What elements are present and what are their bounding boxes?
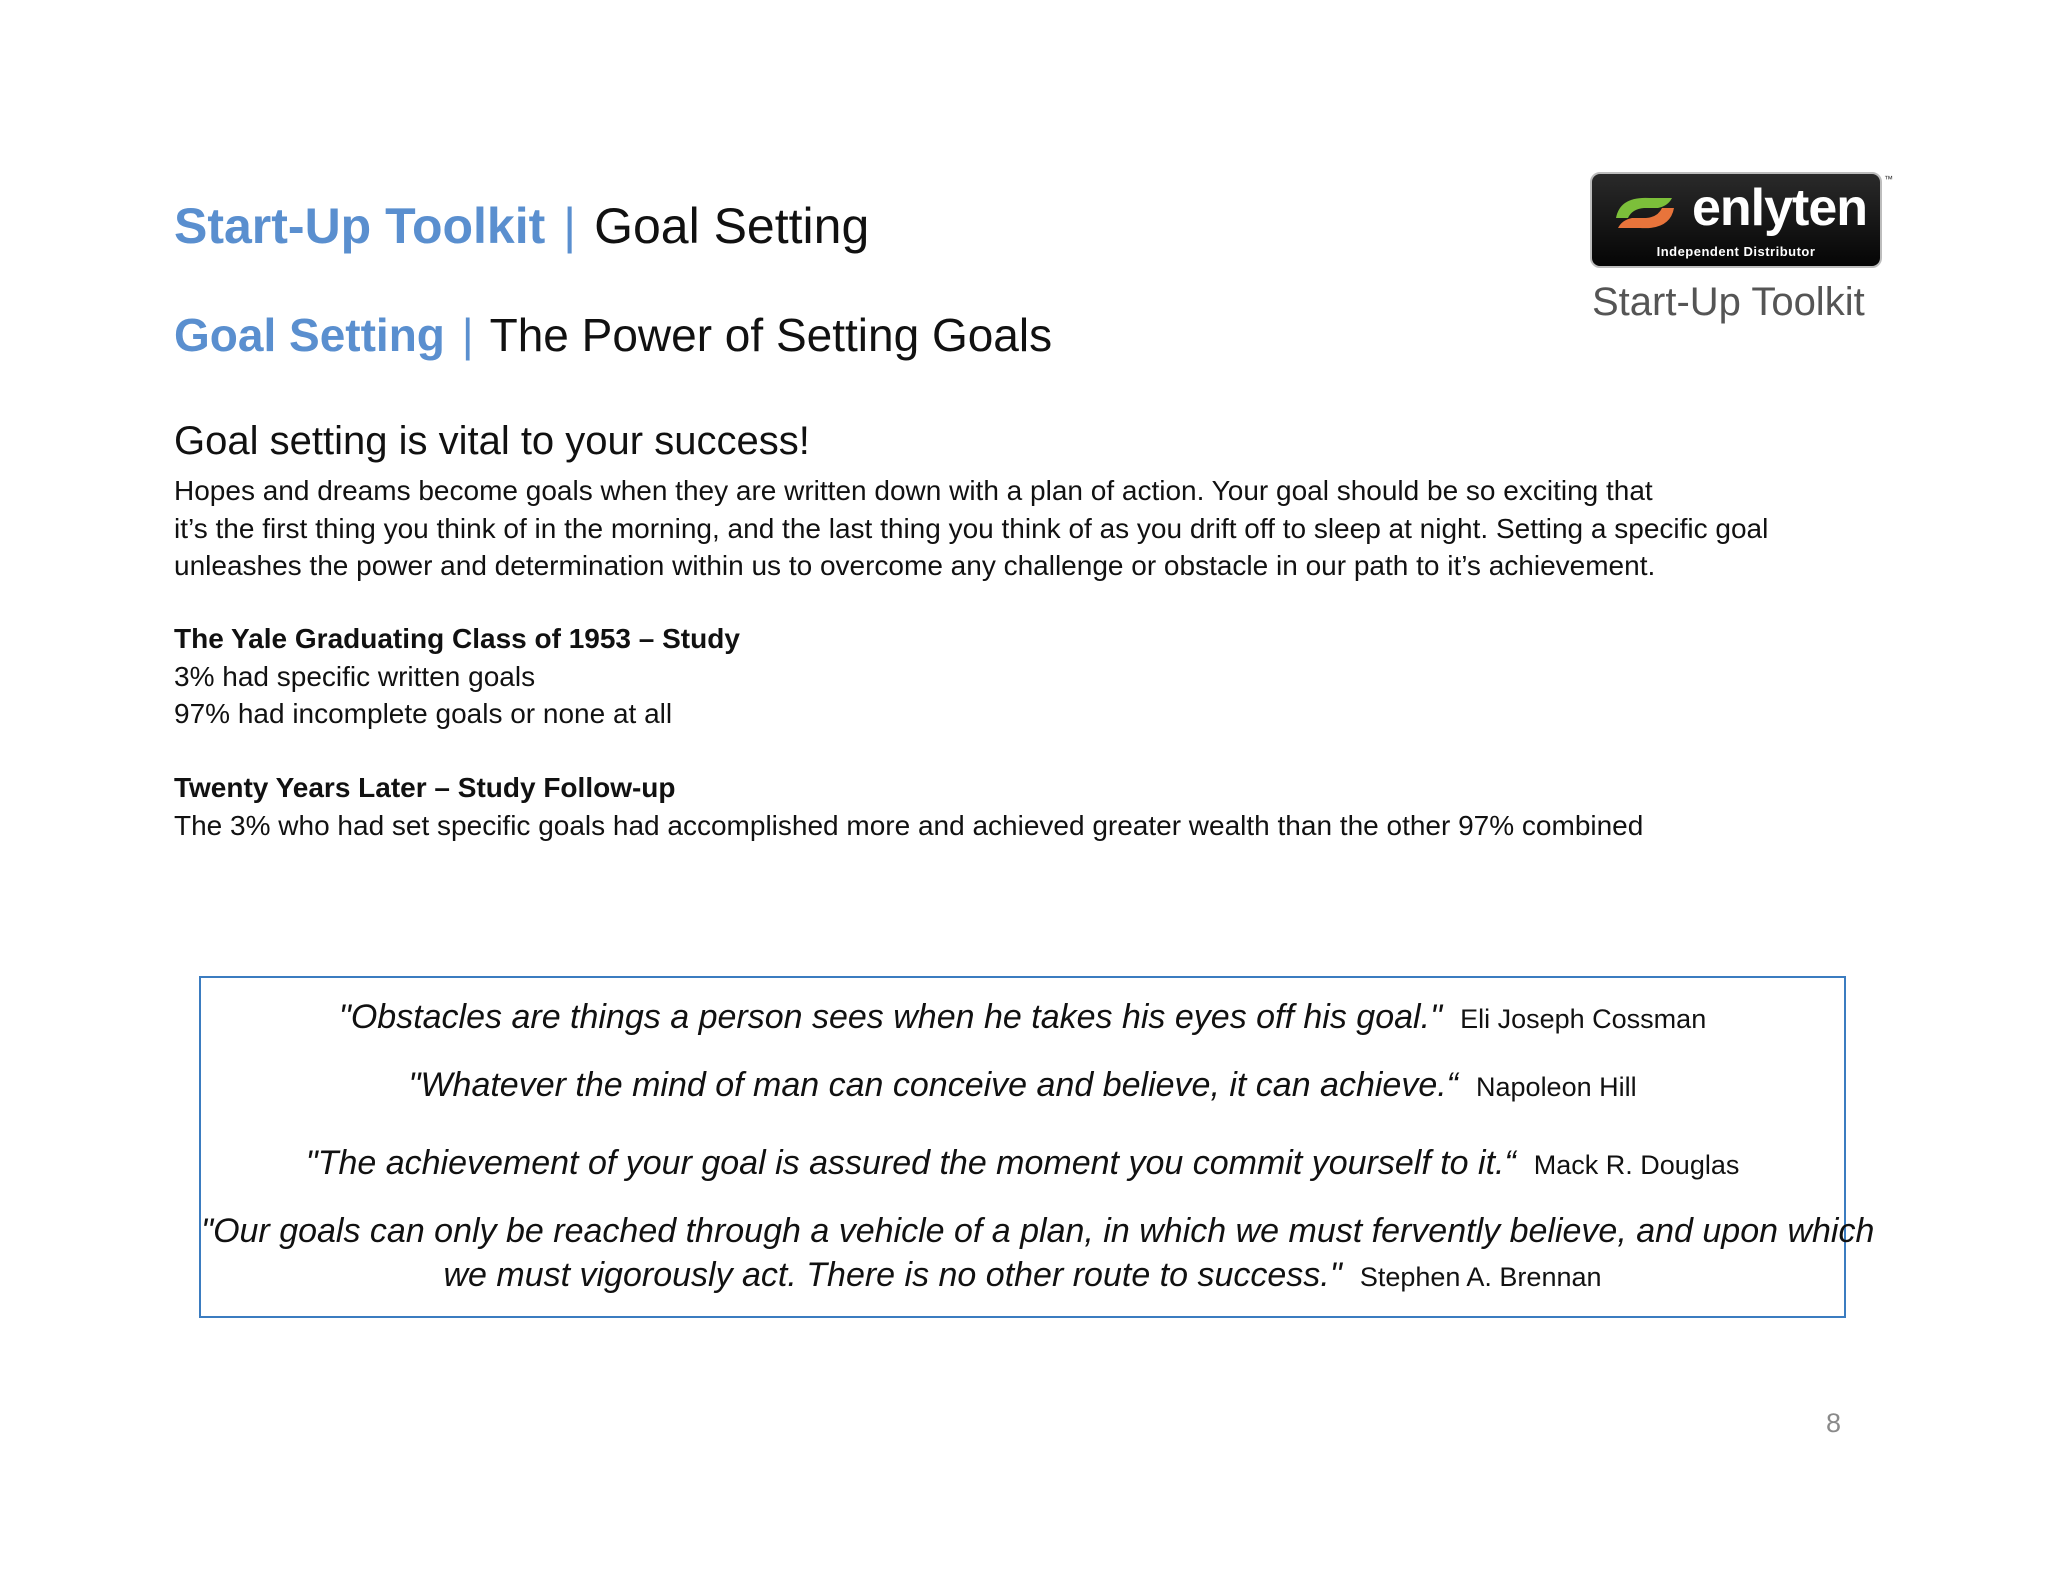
followup-text: The 3% who had set specific goals had accomplished more and achieved greater wealth than the other 97% combined [174,809,1644,841]
study-line: 3% had specific written goals [174,660,536,692]
quote-author: Eli Joseph Cossman [1460,1004,1707,1034]
logo-subtitle: Independent Distributor [1656,244,1816,259]
quote-text: "Obstacles are things a person sees when he takes his eyes off his goal." [338,998,1443,1036]
intro-line: it’s the first thing you think of in the morning, and the last thing you think of as you drift off to sleep at night. Setting a specific goal [174,512,1769,544]
study-line: 97% had incomplete goals or none at all [174,698,673,729]
section-label: Goal Setting [594,198,870,254]
quote-text: "Our goals can only be reached through a vehicle of a plan, in which we must fervently believe, and upon which [201,1212,1875,1250]
quote-item [201,1066,1844,1105]
quote-text: "Whatever the mind of man can conceive and believe, it can achieve.“ [408,1066,1459,1104]
page-title [174,196,869,256]
trademark-symbol: ™ [1884,174,1893,184]
quote-author: Napoleon Hill [1476,1072,1637,1102]
page-number: 8 [1826,1408,1842,1438]
title-separator: | [563,198,577,254]
intro-heading: Goal setting is vital to your success! [174,419,810,463]
intro-line: Hopes and dreams become goals when they are written down with a plan of action. Your goal should be so exciting that [174,475,1653,506]
enlyten-logo [1590,172,1882,268]
intro-line: unleashes the power and determination within us to overcome any challenge or obstacle in our path to it’s achievement. [174,550,1656,581]
study-title: The Yale Graduating Class of 1953 – Study [174,623,740,654]
toolkit-label: Start-Up Toolkit [174,198,546,254]
quote-text: "The achievement of your goal is assured the moment you commit yourself to it.“ [305,1144,1516,1182]
quote-item [201,1256,1844,1295]
logo-wordmark: enlyten [1692,179,1868,237]
page-subtitle [174,307,1052,363]
intro-paragraph [174,472,1768,585]
quote-item [201,998,1844,1037]
quote-author: Stephen A. Brennan [1359,1262,1602,1292]
quote-item [201,1144,1844,1183]
quotes-box [199,976,1875,1318]
quote-author: Mack R. Douglas [1533,1150,1740,1180]
quote-text: we must vigorously act. There is no other route to success." [443,1256,1342,1294]
quote-item [201,1212,1875,1251]
subtitle-topic: The Power of Setting Goals [489,309,1053,361]
enlyten-swoosh-icon [1610,188,1680,238]
subtitle-separator: | [461,309,474,361]
subtitle-section-label: Goal Setting [174,309,445,361]
study-block [174,620,740,733]
followup-block [174,769,1643,844]
followup-title: Twenty Years Later – Study Follow-up [174,772,676,803]
logo-caption: Start-Up Toolkit [1592,280,1865,324]
